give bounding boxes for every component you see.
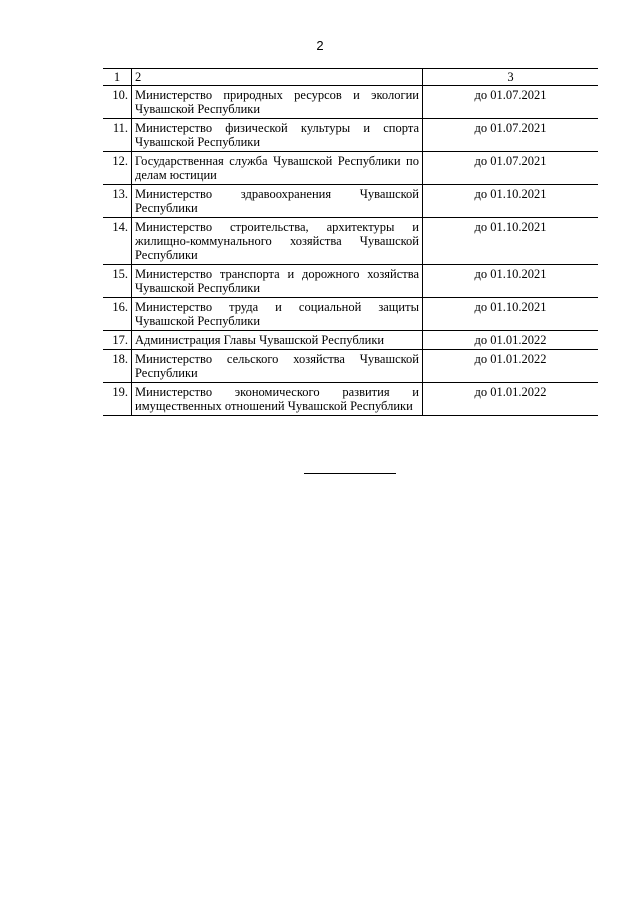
table-row bbox=[103, 350, 598, 383]
row-deadline: до 01.10.2021 bbox=[423, 265, 599, 298]
row-deadline: до 01.10.2021 bbox=[423, 185, 599, 218]
table-row bbox=[103, 383, 598, 416]
row-number: 12. bbox=[103, 152, 132, 185]
row-name: Министерство природных ресурсов и экологии Чувашской Республики bbox=[132, 86, 423, 119]
row-name: Министерство сельского хозяйства Чувашской Республики bbox=[132, 350, 423, 383]
row-name: Министерство здравоохранения Чувашской Республики bbox=[132, 185, 423, 218]
row-number: 13. bbox=[103, 185, 132, 218]
row-name: Министерство экономического развития и имущественных отношений Чувашской Республики bbox=[132, 383, 423, 416]
table-row bbox=[103, 119, 598, 152]
ministries-table bbox=[103, 68, 598, 416]
row-deadline: до 01.01.2022 bbox=[423, 350, 599, 383]
end-of-document-line bbox=[304, 473, 396, 474]
table-header-row bbox=[103, 69, 598, 86]
row-number: 16. bbox=[103, 298, 132, 331]
row-number: 11. bbox=[103, 119, 132, 152]
row-name: Министерство труда и социальной защиты Чувашской Республики bbox=[132, 298, 423, 331]
row-name: Министерство строительства, архитектуры и жилищно-коммунального хозяйства Чувашской Республики bbox=[132, 218, 423, 265]
row-deadline: до 01.07.2021 bbox=[423, 86, 599, 119]
table-row bbox=[103, 331, 598, 350]
page-number: 2 bbox=[316, 38, 324, 53]
table-row bbox=[103, 86, 598, 119]
row-name: Государственная служба Чувашской Республики по делам юстиции bbox=[132, 152, 423, 185]
table-row bbox=[103, 152, 598, 185]
row-name: Министерство транспорта и дорожного хозяйства Чувашской Республики bbox=[132, 265, 423, 298]
row-number: 15. bbox=[103, 265, 132, 298]
row-number: 10. bbox=[103, 86, 132, 119]
header-cell-number: 1 bbox=[103, 69, 132, 86]
row-deadline: до 01.07.2021 bbox=[423, 152, 599, 185]
row-number: 19. bbox=[103, 383, 132, 416]
table-row bbox=[103, 185, 598, 218]
row-number: 18. bbox=[103, 350, 132, 383]
row-name: Администрация Главы Чувашской Республики bbox=[132, 331, 423, 350]
header-cell-deadline: 3 bbox=[423, 69, 599, 86]
row-number: 17. bbox=[103, 331, 132, 350]
row-deadline: до 01.01.2022 bbox=[423, 383, 599, 416]
row-name: Министерство физической культуры и спорта Чувашской Республики bbox=[132, 119, 423, 152]
table-row bbox=[103, 298, 598, 331]
header-cell-name: 2 bbox=[132, 69, 423, 86]
row-deadline: до 01.01.2022 bbox=[423, 331, 599, 350]
table-row bbox=[103, 265, 598, 298]
row-deadline: до 01.10.2021 bbox=[423, 218, 599, 265]
row-number: 14. bbox=[103, 218, 132, 265]
row-deadline: до 01.07.2021 bbox=[423, 119, 599, 152]
table-row bbox=[103, 218, 598, 265]
row-deadline: до 01.10.2021 bbox=[423, 298, 599, 331]
